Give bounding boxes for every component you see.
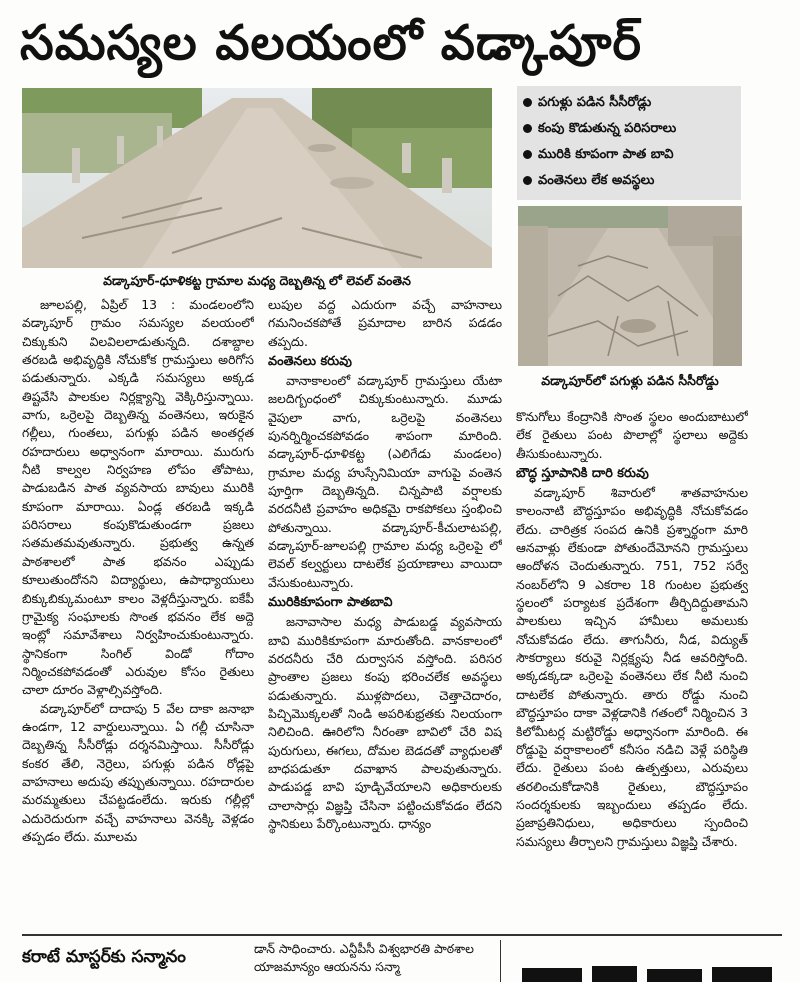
- headline: సమస్యల వలయంలో వడ్కాపూర్: [20, 15, 642, 71]
- bullet-dot-icon: [523, 150, 532, 159]
- subheading-stupa: బౌద్ధ స్తూపానికి దారి కరువు: [516, 466, 649, 482]
- subheading-bridges: వంతెనలు కరువు: [268, 354, 352, 370]
- paragraph: లుపుల వద్ద ఎదురుగా వచ్చే వాహనాలు గమనించకపోతే ప్రమాదాల బారిన పడడం తప్పదు.: [268, 297, 502, 349]
- paragraph: జూలపల్లి, ఏప్రిల్ 13 : మండలంలోని వడ్కాపూర్ గ్రామం సమస్యల వలయంలో చిక్కుకుని విలవిలలాడుతున్నది. దశాబ్దాల తరబడి అభివృద్ధికి నోచుకోక గ్రామస్తులు అరిగోస పడుతున్నారు. ఎక్కడి సమస్యలు అక్కడ తిష్టవేసి పాలకుల నిర్లక్ష్యాన్ని వెక్కిరిస్తున్నాయి. వాగు, ఒర్రెలపై దెబ్బతిన్న వంతెనలు, ఇరుకైన గల్లీలు, గుంతలు, పగుళ్లు పడిన అంతర్గత రహదారులు అధ్వానంగా మారాయి. మురుగు నీటి కాల్వల నిర్వహణ లోపం తోపాటు, పాడుబడిన పాత వ్యవసాయ బావులు మురికి కూపంగా మారాయి. ఏండ్ల తరబడి ఇక్కడి పరిసరాలు కంపుకొడుతుండగా ప్రజలు సతమతమవుతున్నారు. ప్రభుత్వ ఉన్నత పాఠశాలలో పాత భవనం ఎప్పుడు కూలుతుందోనని విద్యార్థులు, ఉపాధ్యాయులు బిక్కుబిక్కుమంటూ కాలం వెళ్లదీస్తున్నారు. ఐకేపీ గ్రామైక్య సంఘాలకు సొంత భవనం లేక అద్దె ఇంట్లో సమావేశాలు నిర్వహించుకుంటున్నారు. స్థానికంగా సింగిల్ విండో గోదాం నిర్మించకపోవడంతో ఎరువుల కోసం రైతులు చాలా దూరం వెళ్లాల్సివస్తోంది.: [22, 297, 254, 698]
- bottom-divider: [22, 934, 782, 936]
- highlight-item: వంతెనలు లేక అవస్థలు: [523, 168, 741, 194]
- highlight-item: మురికి కూపంగా పాత బావి: [523, 142, 741, 168]
- next-article-title: కరాటే మాస్టర్‌కు సన్మానం: [22, 947, 186, 967]
- photo-road: [518, 206, 742, 366]
- article-column-1: [22, 296, 254, 936]
- bullet-dot-icon: [523, 176, 532, 185]
- bullet-dot-icon: [523, 98, 532, 107]
- highlight-item: పగుళ్లు పడిన సీసీరోడ్లు: [523, 90, 741, 116]
- bullet-dot-icon: [523, 124, 532, 133]
- subheading-well: మురికికూపంగా పాతబావి: [268, 595, 393, 611]
- photo-bridge-caption: వడ్కాపూర్-ధూళికట్ట గ్రామాల మధ్య దెబ్బతిన్న లో లెవల్ వంతెన: [103, 273, 411, 288]
- paragraph: వడ్కాపూర్ శివారులో శాతవాహనుల కాలంనాటి బౌద్ధస్తూపం అభివృద్ధికి నోచుకోవడం లేదు. చారిత్రక సంపద ఉనికి ప్రశ్నార్థంగా మారి ఆనవాళ్లు లేకుండా పోతుందేమోనని గ్రామస్తులు ఆందోళన చెందుతున్నారు. 751, 752 సర్వే నంబర్‌లోని 9 ఎకరాల 18 గుంటల ప్రభుత్వ స్థలంలో పర్యాటక ప్రదేశంగా తీర్చిదిద్దుతామని పాలకులు ఇచ్చిన హామీలు అమలుకు నోచుకోవడం లేదు. తాగునీరు, నీడ, విద్యుత్ సౌకర్యాలు కరువై నిర్లక్ష్యపు నీడ ఆవరిస్తోంది. అక్కడక్కడా ఒర్రెలపై వంతెనలు లేక నీటి నుంచి దాటలేక పోతున్నారు. తారు రోడ్డు నుంచి బౌద్ధస్తూపం దాకా వెళ్లడానికి గతంలో నిర్మించిన 3 కిలోమీటర్ల మట్టిరోడ్డు అధ్వానంగా మారింది. ఈ రోడ్డుపై వర్షాకాలంలో కనీసం నడిచి వెళ్లే పరిస్థితి లేదు. రైతులు పంట ఉత్పత్తులు, ఎరువులు తరలించుకోడానికి రైతులు, బౌద్ధస్తూపం సందర్శకులకు ఇబ్బందులు తప్పడం లేదు. ప్రజాప్రతినిధులు, అధికారులు స్పందించి సమస్యలు తీర్చాలని గ్రామస్తులు విజ్ఞప్తి చేశారు.: [516, 485, 748, 849]
- paragraph: కొనుగోలు కేంద్రానికి సొంత స్థలం అందుబాటులో లేక రైతులు పంట పొలాల్లో స్థలాలు అద్దెకు తీసుకుంటున్నారు.: [516, 409, 748, 461]
- photo-road-caption: వడ్కాపూర్‌లో పగుళ్లు పడిన సీసీరోడ్డు: [541, 373, 719, 388]
- paragraph: వానాకాలంలో వడ్కాపూర్ గ్రామస్తులు యేటా జలదిగ్బంధంలో చిక్కుకుంటున్నారు. మూడు వైపులా వాగు, ఒర్రెలపై వంతెనలు పునర్నిర్మించకపోవడం శాపంగా మారింది. వడ్కాపూర్-ధూళికట్ట (ఎలిగేడు మండలం) గ్రామాల మధ్య హుస్సేనిమియా వాగుపై వంతెన పూర్తిగా దెబ్బతిన్నది. చిన్నపాటి వర్షాలకు వరదనీటి ప్రవాహం అధికమై రాకపోకలు స్తంభించి పోతున్నాయి. వడ్కాపూర్-కీచులాటపల్లి, వడ్కాపూర్-జూలపల్లి గ్రామాల మధ్య ఒర్రెలపై లో లెవల్ కల్వర్టులు దాటలేక ప్రయాణాలు వాయిదా వేసుకుంటున్నారు.: [268, 373, 502, 590]
- paragraph: జనావాసాల మధ్య పాడుబడ్డ వ్యవసాయ బావి మురికికూపంగా మారుతోంది. వానకాలంలో వరదనీరు చేరి దుర్వాసన వస్తోంది. పరిసర ప్రాంతాల ప్రజలు కంపు భరించలేక అవస్థలు పడుతున్నారు. ముళ్లపొదలు, చెత్తాచెదారం, పిచ్చిమొక్కలతో నిండి అపరిశుభ్రతకు నిలయంగా నిలిచింది. ఊరిలోని నీరంతా బావిలో చేరి విష పురుగులు, ఈగలు, దోమల బెడదతో వ్యాధులతో బాధపడుతూ దవాఖాన పాలవుతున్నారు. పాడుపడ్డ బావి పూడ్చివేయాలని అధికారులకు చాలాసార్లు విజ్ఞప్తి చేసినా పట్టించుకోవడం లేదని స్థానికులు పేర్కొంటున్నారు. ధాన్యం: [268, 614, 502, 831]
- article-column-3: [516, 408, 748, 936]
- article-column-2: [268, 296, 502, 936]
- next-headline-fragment: [512, 960, 782, 982]
- paragraph: వడ్కాపూర్‌లో దాదాపు 5 వేల దాకా జనాభా ఉండగా, 12 వార్డులున్నాయి. ఏ గల్లీ చూసినా దెబ్బతిన్న సీసీరోడ్లు దర్శనమిస్తాయి. సీసీరోడ్లు కంకర తేలి, నెర్రెలు, పగుళ్లు పడిన రోడ్లపై వాహనాలు అదుపు తప్పుతున్నాయి. రహదారుల మరమ్మతులు చేపట్టడంలేదు. ఇరుకు గల్లీల్లో ఎదురెదురుగా వచ్చే వాహనాలు వెనక్కి వెళ్లడం తప్పడం లేదు. మూలమ: [22, 700, 254, 844]
- photo-bridge: [22, 88, 492, 268]
- highlight-item: కంపు కొడుతున్న పరిసరాలు: [523, 116, 741, 142]
- column-divider: [500, 940, 501, 982]
- highlights-box: [517, 86, 741, 200]
- next-article-snippet: డాన్ సాధించారు. ఎన్టీపీసీ విశ్వభారతి పాఠశాల యాజమాన్యం ఆయనను సన్మా: [254, 941, 474, 975]
